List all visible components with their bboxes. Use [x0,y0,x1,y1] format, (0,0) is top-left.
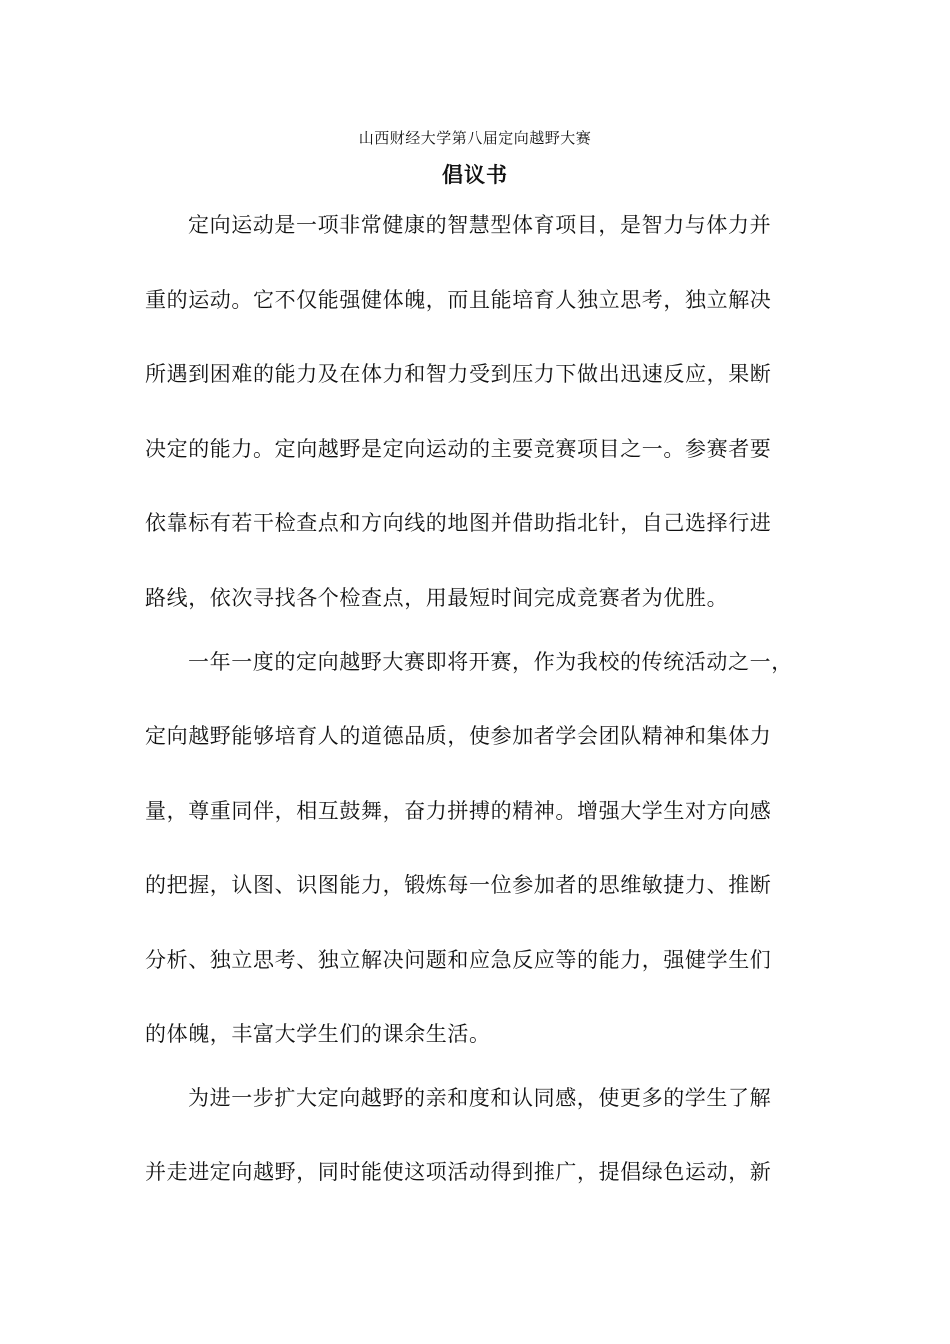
paragraph-line: 决定的能力。定向越野是定向运动的主要竞赛项目之一。参赛者要 [145,437,772,461]
paragraph-line: 的把握，认图、识图能力，锻炼每一位参加者的思维敏捷力、推断 [145,873,772,897]
paragraph-line: 分析、独立思考、独立解决问题和应急反应等的能力，强健学生们 [145,948,772,972]
paragraph-line: 定向越野能够培育人的道德品质，使参加者学会团队精神和集体力 [145,724,772,748]
paragraph-line: 的体魄，丰富大学生们的课余生活。 [145,1022,491,1046]
document-subtitle: 山西财经大学第八届定向越野大赛 [358,129,592,147]
paragraph-line: 依靠标有若干检查点和方向线的地图并借助指北针，自己选择行进 [145,511,772,535]
paragraph-line: 重的运动。它不仅能强健体魄，而且能培育人独立思考，独立解决 [145,288,772,312]
paragraph-line: 量，尊重同伴，相互鼓舞，奋力拼搏的精神。增强大学生对方向感 [145,799,772,823]
paragraph-line: 为进一步扩大定向越野的亲和度和认同感，使更多的学生了解 [188,1086,772,1110]
paragraph-line: 并走进定向越野，同时能使这项活动得到推广，提倡绿色运动，新 [145,1160,772,1184]
paragraph-line: 一年一度的定向越野大赛即将开赛，作为我校的传统活动之一， [188,650,793,674]
paragraph-line: 定向运动是一项非常健康的智慧型体育项目，是智力与体力并 [188,213,772,237]
document-title: 倡议书 [442,163,508,187]
paragraph-line: 路线，依次寻找各个检查点，用最短时间完成竞赛者为优胜。 [145,586,729,610]
paragraph-line: 所遇到困难的能力及在体力和智力受到压力下做出迅速反应，果断 [145,362,772,386]
